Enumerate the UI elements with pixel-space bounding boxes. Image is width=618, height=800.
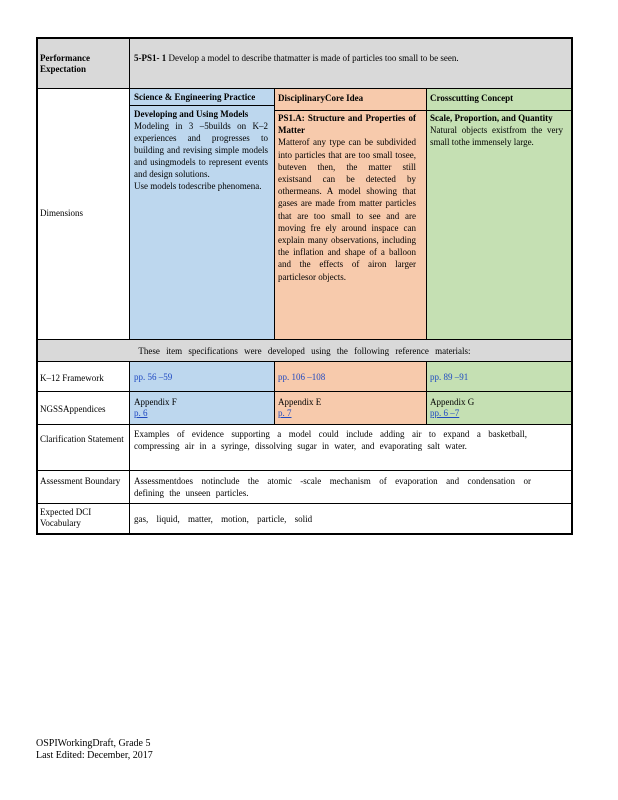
sep-content (130, 106, 274, 192)
ngss-row (38, 392, 571, 425)
footer-draft-line: OSPIWorkingDraft, Grade 5 (36, 738, 151, 749)
pe-code: 5-PS1- 1 (134, 53, 167, 63)
reference-note: These item specifications were developed using the following reference materials: (138, 346, 471, 356)
vocabulary-text: gas, liquid, matter, motion, particle, solid (129, 504, 571, 533)
ngss-sep-page-link[interactable]: p. 6 (134, 408, 148, 418)
clarification-row (38, 425, 571, 471)
dci-content (275, 111, 426, 283)
boundary-text: Assessmentdoes notinclude the atomic -scale mechanism of evaporation and condensation or defining the unseen particles. (129, 471, 571, 503)
vocabulary-row (38, 504, 571, 533)
ngss-dci-page-link[interactable]: p. 7 (278, 408, 292, 418)
framework-ccc-pages (426, 362, 571, 391)
ccc-content (427, 111, 571, 148)
ngss-dci (274, 392, 426, 424)
dci-body: Matterof any type can be subdivided into particles that are too small tosee, buteven then, the matter still existsand can be detected by othermeans. A model showing that gases are made from matter particles that are too small to see and are moving fre ely around inspace can explain many observations, including the inflation and shape of a balloon and the effects of airon larger particlesor objects. (278, 137, 416, 282)
ngss-ccc-appendix: Appendix G (430, 397, 475, 407)
dimensions-label: Dimensions (40, 208, 84, 218)
sep-subheader: Developing and Using Models (134, 109, 249, 119)
sep-body: Modeling in 3 –5builds on K–2 experiences and progresses to building and revising simple models and usingmodels to represent events and design solutions. (134, 121, 268, 179)
boundary-row (38, 471, 571, 504)
performance-expectation-cell (129, 39, 571, 88)
framework-sep-link[interactable]: pp. 56 –59 (134, 372, 173, 382)
pe-text: Develop a model to describe thatmatter is made of particles too small to be seen. (168, 53, 459, 63)
ngss-label: NGSSAppendices (40, 404, 106, 414)
ngss-ccc-page-link[interactable]: pp. 6 –7 (430, 408, 460, 418)
dimensions-row (38, 89, 571, 340)
ccc-subheader: Scale, Proportion, and Quantity (430, 113, 553, 123)
ccc-header: Crosscutting Concept (427, 89, 571, 111)
framework-sep-pages (129, 362, 274, 391)
clarification-label: Clarification Statement (40, 434, 124, 444)
framework-ccc-link[interactable]: pp. 89 –91 (430, 372, 469, 382)
footer-edited-line: Last Edited: December, 2017 (36, 750, 153, 761)
performance-expectation-row (38, 39, 571, 89)
ngss-sep-appendix: Appendix F (134, 397, 177, 407)
framework-dci-link[interactable]: pp. 106 –108 (278, 372, 326, 382)
sep-column (129, 89, 274, 339)
sep-header: Science & Engineering Practice (130, 89, 274, 106)
framework-label: K–12 Framework (40, 373, 104, 383)
page-footer (36, 738, 153, 762)
boundary-label: Assessment Boundary (40, 476, 121, 486)
dci-header: DisciplinaryCore Idea (275, 89, 426, 111)
specification-table (36, 37, 573, 535)
ccc-body: Natural objects existfrom the very small tothe immensely large. (430, 125, 563, 147)
framework-row (38, 362, 571, 392)
performance-expectation-label: Performance Expectation (40, 53, 90, 74)
sep-bullet: Use models todescribe phenomena. (134, 181, 262, 191)
framework-dci-pages (274, 362, 426, 391)
ccc-column (426, 89, 571, 339)
reference-note-row (38, 340, 571, 362)
clarification-text: Examples of evidence supporting a model could include adding air to expand a basketball, compressing air in a syringe, dissolving sugar in water, and evaporating salt water. (129, 425, 571, 470)
ngss-ccc (426, 392, 571, 424)
ngss-dci-appendix: Appendix E (278, 397, 322, 407)
vocabulary-label: Expected DCI Vocabulary (40, 507, 92, 528)
dci-column (274, 89, 426, 339)
ngss-sep (129, 392, 274, 424)
dci-subheader: PS1.A: Structure and Properties of Matter (278, 113, 416, 136)
